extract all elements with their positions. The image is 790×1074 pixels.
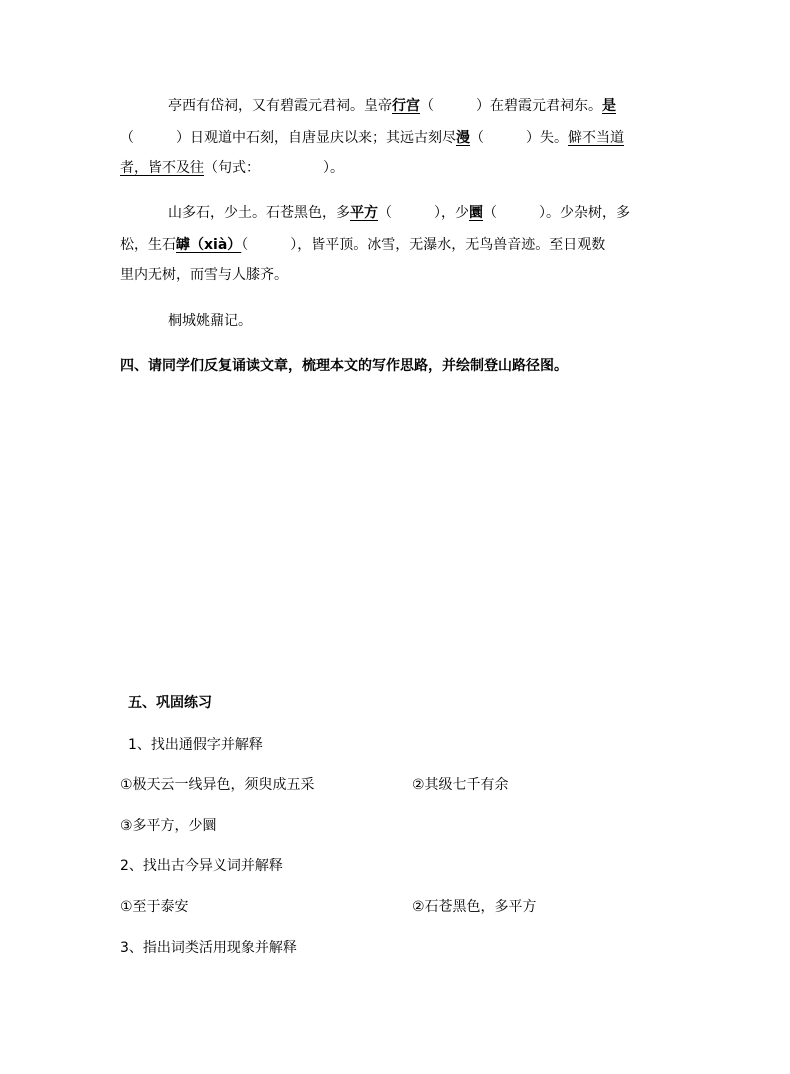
question-1-item-3: ③多平方，少圜: [120, 818, 217, 834]
underlined-term-xinggong: 行宫: [392, 98, 420, 114]
underlined-term-man: 漫: [456, 130, 470, 146]
passage-p1-line3: [120, 158, 344, 178]
text-segment: （ ）。少杂树，多: [483, 205, 630, 221]
question-2-row1: [120, 897, 670, 917]
underlined-term-yuan: 圜: [469, 205, 483, 221]
text-segment: 亭西有岱祠，又有碧霞元君祠。皇帝: [168, 98, 392, 114]
underlined-phrase-pibudangdao: 僻不当道: [568, 130, 624, 146]
underlined-term-xia: 罅（xià）: [176, 237, 242, 253]
text-segment: 松，生石: [120, 237, 176, 253]
text-segment: （ ）失。: [470, 130, 568, 146]
sentence-pattern-blank: （句式： ）。: [204, 160, 344, 176]
drawing-area: [120, 390, 670, 680]
passage-p1-line1: [168, 96, 616, 116]
text-segment: （ ），少: [378, 205, 469, 221]
passage-signature: 桐城姚鼐记。: [168, 313, 252, 329]
question-1-row1: [120, 775, 670, 795]
text-segment: （ ），皆平顶。冰雪，无瀑水，无鸟兽音迹。至日观数: [241, 237, 606, 253]
text-segment: （ ）在碧霞元君祠东。: [420, 98, 602, 114]
question-1-item-1: ①极天云一线异色，须臾成五采: [120, 777, 315, 793]
section-four-title: 四、请同学们反复诵读文章，梳理本文的写作思路，并绘制登山路径图。: [120, 358, 568, 374]
underlined-term-pingfang: 平方: [350, 205, 378, 221]
question-2-label: 2、找出古今异义词并解释: [120, 858, 283, 874]
section-five-title: 五、巩固练习: [128, 695, 212, 711]
passage-p2-line3: 里内无树，而雪与人膝齐。: [120, 267, 288, 283]
text-segment: （ ）日观道中石刻，自唐显庆以来；其远古刻尽: [120, 130, 456, 146]
passage-p2-line2: [120, 235, 605, 255]
underlined-term-shi: 是: [602, 98, 616, 114]
passage-p1-line2: [120, 128, 624, 148]
question-3-label: 3、指出词类活用现象并解释: [120, 940, 297, 956]
question-2-item-1: ①至于泰安: [120, 899, 189, 915]
underlined-phrase-zhe: 者，皆不及往: [120, 160, 204, 176]
text-segment: 山多石，少土。石苍黑色，多: [168, 205, 350, 221]
question-1-label: 1、找出通假字并解释: [128, 737, 263, 753]
question-2-item-2: ②石苍黑色，多平方: [412, 899, 537, 915]
passage-p2-line1: [168, 203, 630, 223]
question-1-item-2: ②其级七千有余: [412, 777, 509, 793]
